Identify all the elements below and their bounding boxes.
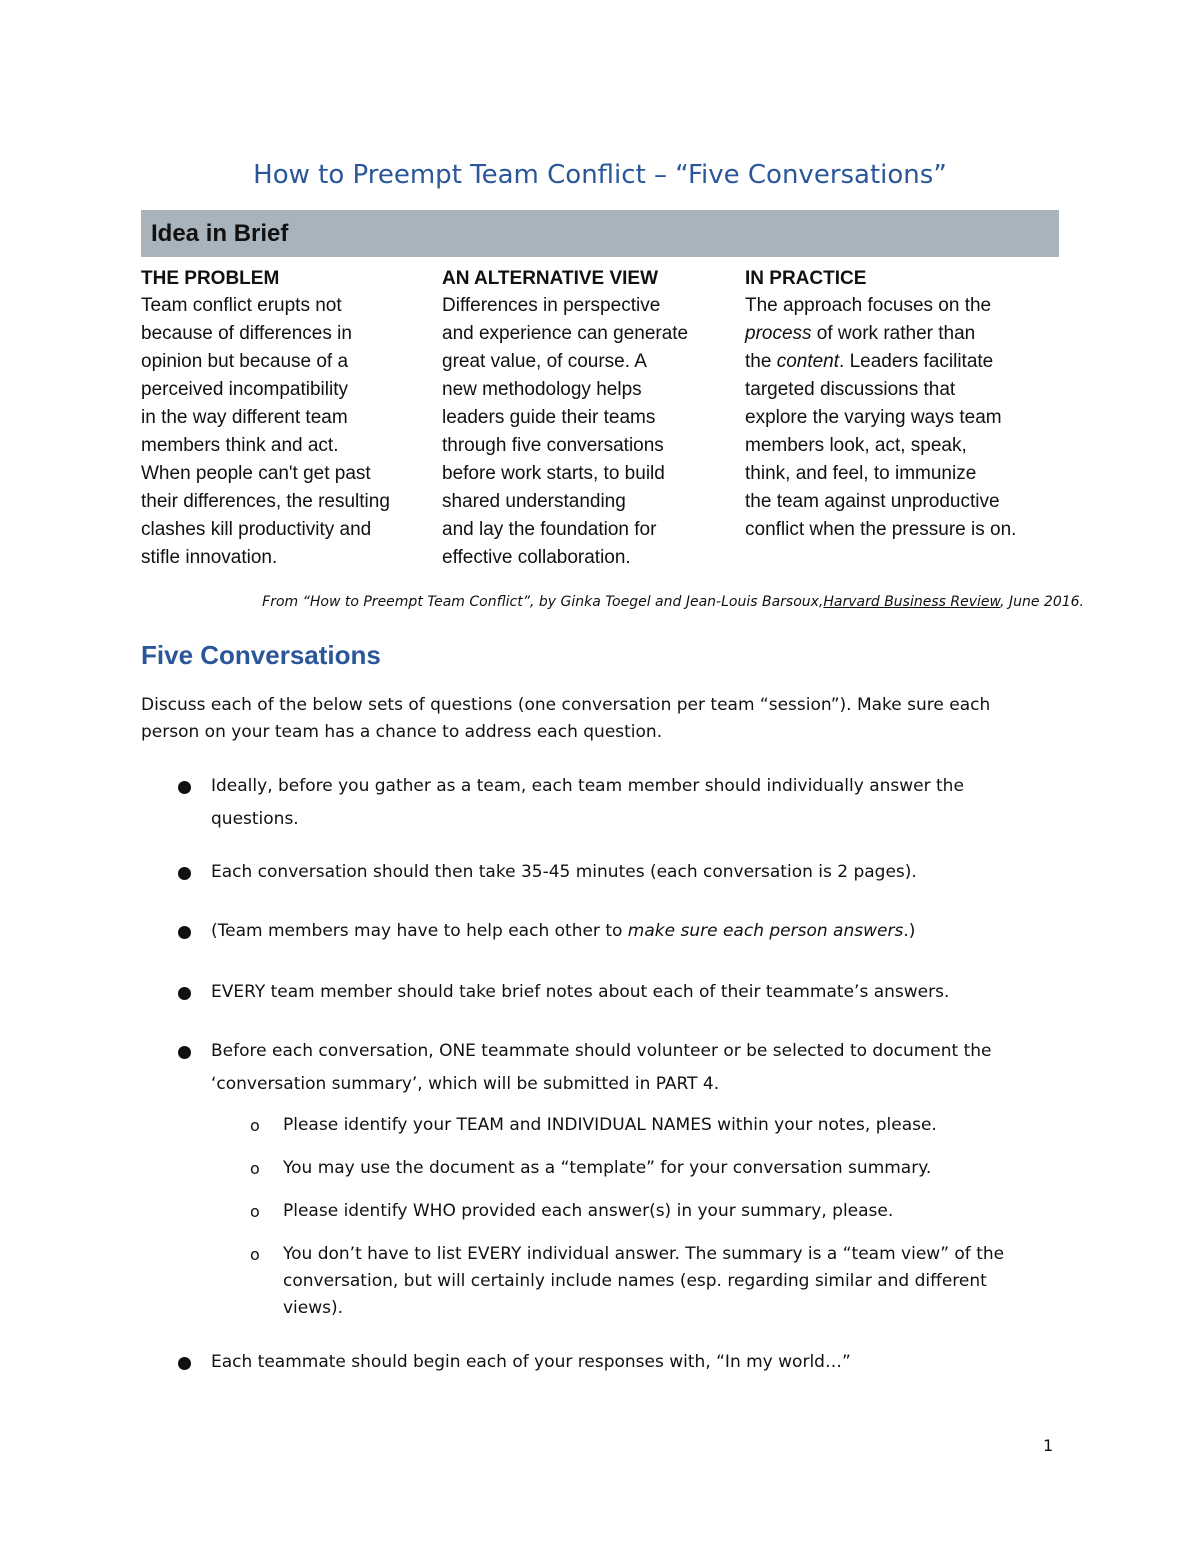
alternative-view-line: great value, of course. A bbox=[442, 351, 647, 372]
problem-line: When people can't get past bbox=[141, 463, 371, 484]
bullet-text: .) bbox=[903, 921, 916, 941]
intro-paragraph: Discuss each of the below sets of questions (one conversation per team “session”). Make sure each person on your team has a chance to address each question. bbox=[141, 695, 991, 742]
journal-link[interactable]: Harvard Business Review bbox=[823, 594, 1001, 610]
citation-text: , June 2016. bbox=[1000, 594, 1084, 610]
sub-bullet-marker: o bbox=[250, 1245, 260, 1264]
alternative-view-line: and lay the foundation for bbox=[442, 519, 657, 540]
content-emphasis: content bbox=[776, 351, 840, 372]
alternative-view-line: new methodology helps bbox=[442, 379, 642, 400]
in-practice-text: . Leaders facilitate bbox=[839, 351, 994, 372]
bullet-item: Ideally, before you gather as a team, each team member should individually answer the questions. bbox=[211, 776, 964, 829]
section-heading: Five Conversations bbox=[141, 640, 381, 670]
problem-line: in the way different team bbox=[141, 407, 348, 428]
problem-line: members think and act. bbox=[141, 435, 339, 456]
alternative-view-line: effective collaboration. bbox=[442, 547, 631, 568]
bullet-emphasis: make sure each person answers bbox=[627, 921, 904, 941]
alternative-view-line: through five conversations bbox=[442, 435, 664, 456]
idea-in-brief-heading: Idea in Brief bbox=[151, 220, 289, 247]
sub-bullet-marker: o bbox=[250, 1116, 260, 1135]
bullet-item: Before each conversation, ONE teammate should volunteer or be selected to document the ‘conversation summary’, which will be submitted in PART 4. bbox=[211, 1041, 992, 1094]
in-practice-line: targeted discussions that bbox=[745, 379, 956, 400]
alternative-view-line: and experience can generate bbox=[442, 323, 689, 344]
page-title: How to Preempt Team Conflict – “Five Conversations” bbox=[253, 160, 947, 190]
in-practice-line: explore the varying ways team bbox=[745, 407, 1002, 428]
alternative-view-column bbox=[442, 266, 732, 572]
in-practice-text: of work rather than bbox=[811, 323, 976, 344]
sub-bullet-marker: o bbox=[250, 1159, 260, 1178]
in-practice-line bbox=[745, 320, 1035, 348]
idea-in-brief-banner bbox=[141, 210, 1059, 257]
in-practice-column bbox=[745, 266, 1035, 544]
bullet-item: Each teammate should begin each of your responses with, “In my world…” bbox=[211, 1352, 851, 1372]
in-practice-line: think, and feel, to immunize bbox=[745, 463, 977, 484]
problem-line: because of differences in bbox=[141, 323, 352, 344]
problem-heading: THE PROBLEM bbox=[141, 268, 280, 289]
process-emphasis: process bbox=[745, 323, 812, 344]
problem-line: perceived incompatibility bbox=[141, 379, 348, 400]
problem-line: their differences, the resulting bbox=[141, 491, 390, 512]
in-practice-text: the bbox=[745, 351, 777, 372]
problem-line: stifle innovation. bbox=[141, 547, 278, 568]
bullet-icon bbox=[178, 987, 191, 1000]
problem-line: opinion but because of a bbox=[141, 351, 349, 372]
sub-bullet-item: Please identify your TEAM and INDIVIDUAL NAMES within your notes, please. bbox=[283, 1115, 937, 1135]
sub-bullet-item: Please identify WHO provided each answer(s) in your summary, please. bbox=[283, 1201, 894, 1221]
citation-text: From “How to Preempt Team Conflict”, by Ginka Toegel and Jean-Louis Barsoux, bbox=[262, 594, 824, 610]
in-practice-line bbox=[745, 348, 1035, 376]
in-practice-line: the team against unproductive bbox=[745, 491, 1000, 512]
bullet-icon bbox=[178, 1046, 191, 1059]
bullet-item: Each conversation should then take 35-45 minutes (each conversation is 2 pages). bbox=[211, 862, 917, 882]
alternative-view-heading: AN ALTERNATIVE VIEW bbox=[442, 268, 659, 289]
in-practice-heading: IN PRACTICE bbox=[745, 268, 867, 289]
page-number: 1 bbox=[1043, 1436, 1054, 1455]
bullet-icon bbox=[178, 1357, 191, 1370]
alternative-view-line: leaders guide their teams bbox=[442, 407, 656, 428]
in-practice-line: members look, act, speak, bbox=[745, 435, 967, 456]
sub-bullet-marker: o bbox=[250, 1202, 260, 1221]
problem-column bbox=[141, 266, 431, 572]
bullet-icon bbox=[178, 867, 191, 880]
bullet-item: EVERY team member should take brief notes about each of their teammate’s answers. bbox=[211, 982, 950, 1002]
in-practice-line: The approach focuses on the bbox=[745, 295, 992, 316]
alternative-view-line: before work starts, to build bbox=[442, 463, 665, 484]
alternative-view-line: shared understanding bbox=[442, 491, 626, 512]
bullet-icon bbox=[178, 781, 191, 794]
in-practice-line: conflict when the pressure is on. bbox=[745, 519, 1017, 540]
sub-bullet-item: You don’t have to list EVERY individual answer. The summary is a “team view” of the conversation, but will certainly include names (esp. regarding similar and different views). bbox=[283, 1244, 1005, 1318]
sub-bullet-item: You may use the document as a “template” for your conversation summary. bbox=[283, 1158, 932, 1178]
problem-line: clashes kill productivity and bbox=[141, 519, 372, 540]
source-citation bbox=[262, 594, 1084, 610]
alternative-view-line: Differences in perspective bbox=[442, 295, 661, 316]
problem-line: Team conflict erupts not bbox=[141, 295, 342, 316]
bullet-item bbox=[211, 915, 1031, 948]
bullet-text: (Team members may have to help each other to bbox=[211, 921, 628, 941]
bullet-icon bbox=[178, 926, 191, 939]
